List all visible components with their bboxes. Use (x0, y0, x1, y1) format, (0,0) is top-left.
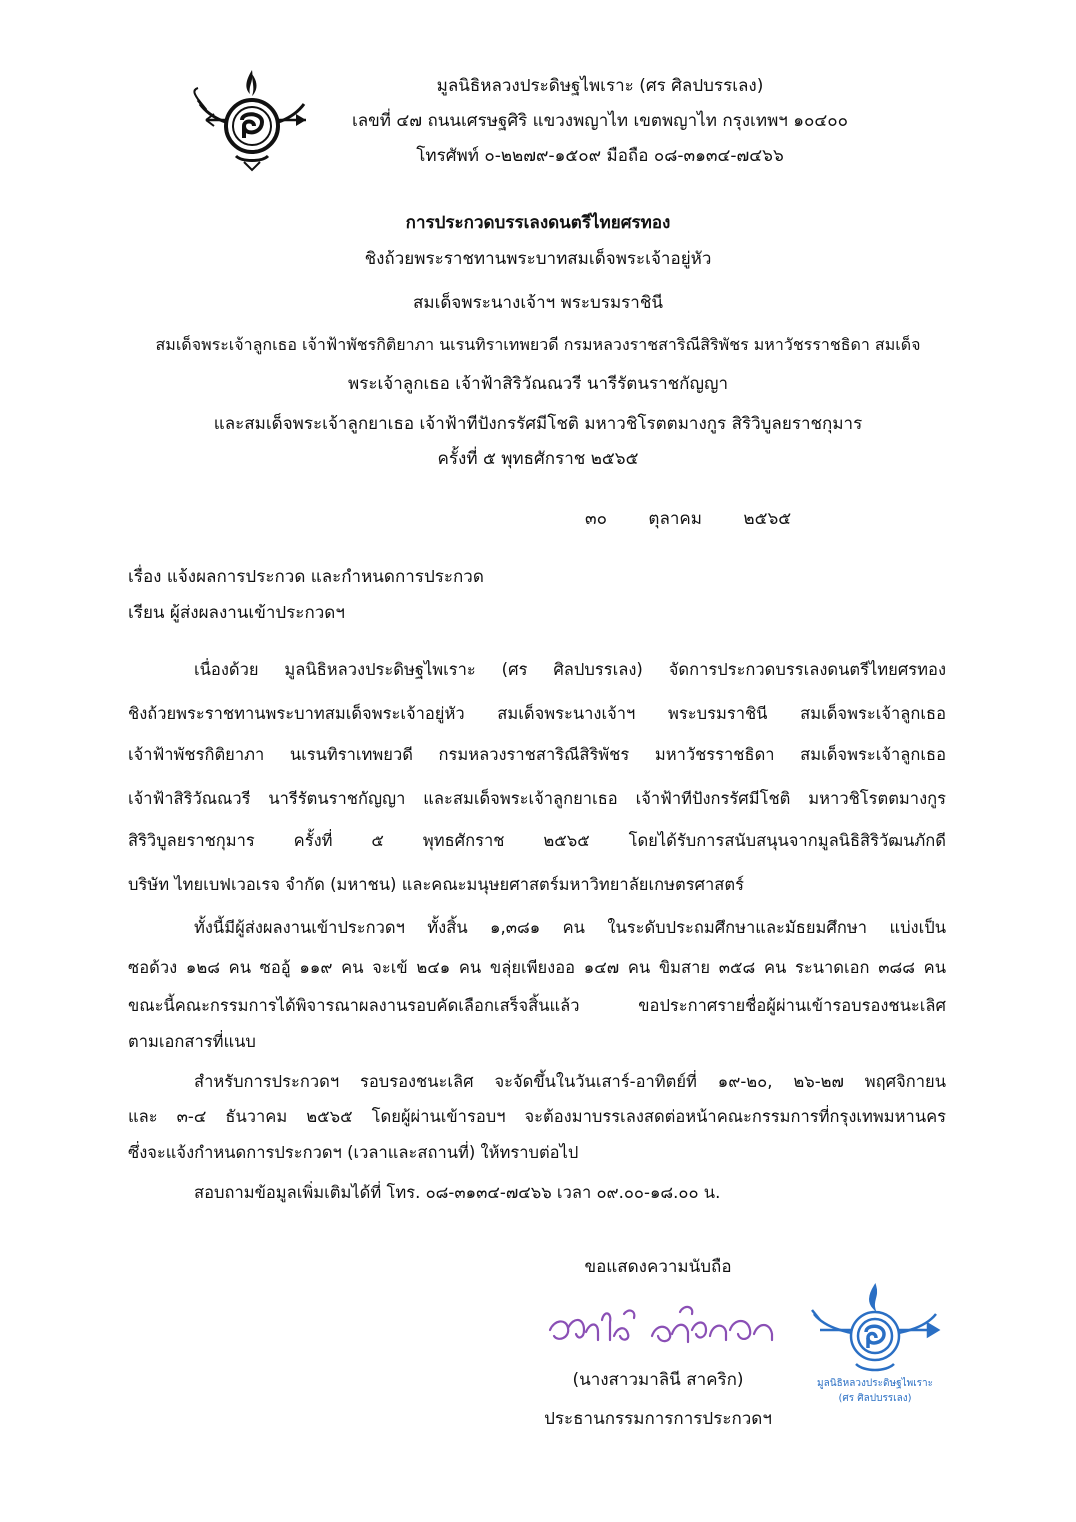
body-line: สิริวิบูลยราชกุมาร ครั้งที่ ๕ พุทธศักราช ๒๕๖๕ โดยได้รับการสนับสนุนจากมูลนิธิสิริวัฒนภักดี (128, 831, 946, 850)
title-line-2: ชิงถ้วยพระราชทานพระบาทสมเด็จพระเจ้าอยู่หัว (364, 249, 712, 269)
title-line-7: ครั้งที่ ๕ พุทธศักราช ๒๕๖๕ (437, 449, 639, 469)
org-name: มูลนิธิหลวงประดิษฐไพเราะ (ศร ศิลปบรรเลง) (436, 76, 764, 96)
date-year: ๒๕๖๕ (743, 509, 792, 529)
body-line: ซอด้วง ๑๒๘ คน ซออู้ ๑๑๙ คน จะเข้ ๒๔๑ คน ขลุ่ยเพียงออ ๑๔๗ คน ขิมสาย ๓๕๘ คน ระนาดเอก ๓๘๘ คน (128, 958, 946, 977)
body-line: ขณะนี้คณะกรรมการได้พิจารณาผลงานรอบคัดเลือกเสร็จสิ้นแล้ว ขอประกาศรายชื่อผู้ผ่านเข้ารอบรองชนะเลิศ (128, 996, 946, 1015)
body-line: ชิงถ้วยพระราชทานพระบาทสมเด็จพระเจ้าอยู่หัว สมเด็จพระนางเจ้าฯ พระบรมราชินี สมเด็จพระเจ้าลูกเธอ (128, 704, 946, 723)
signatory-name: (นางสาวมาลินี สาคริก) (572, 1370, 744, 1390)
body-line: เจ้าฟ้าสิริวัณณวรี นารีรัตนราชกัญญา และสมเด็จพระเจ้าลูกยาเธอ เจ้าฟ้าทีปังกรรัศมีโชติ มหาวชิโรตตมางกูร (128, 789, 946, 808)
body-line: สอบถามข้อมูลเพิ่มเติมได้ที่ โทร. ๐๘-๓๑๓๔-๗๔๖๖ เวลา ๐๙.๐๐-๑๘.๐๐ น. (194, 1183, 721, 1202)
date-day: ๓๐ (585, 509, 607, 529)
subject-line: เรื่อง แจ้งผลการประกวด และกำหนดการประกวด (128, 567, 484, 587)
date-month: ตุลาคม (648, 509, 702, 529)
title-line-3: สมเด็จพระนางเจ้าฯ พระบรมราชินี (412, 293, 664, 313)
body-line: ทั้งนี้มีผู้ส่งผลงานเข้าประกวดฯ ทั้งสิ้น ๑,๓๘๑ คน ในระดับประถมศึกษาและมัธยมศึกษา แบ่งเป็น (194, 918, 946, 937)
body-line: และ ๓-๔ ธันวาคม ๒๕๖๕ โดยผู้ผ่านเข้ารอบฯ จะต้องมาบรรเลงสดต่อหน้าคณะกรรมการที่กรุงเทพมหานคร (128, 1107, 946, 1126)
org-address: เลขที่ ๔๗ ถนนเศรษฐศิริ แขวงพญาไท เขตพญาไท กรุงเทพฯ ๑๐๔๐๐ (351, 111, 849, 131)
signatory-position: ประธานกรรมการการประกวดฯ (544, 1409, 772, 1429)
org-phone: โทรศัพท์ ๐-๒๒๗๙-๑๕๐๙ มือถือ ๐๘-๓๑๓๔-๗๔๖๖ (416, 146, 784, 166)
body-line: บริษัท ไทยเบฟเวอเรจ จำกัด (มหาชน) และคณะมนุษยศาสตร์มหาวิทยาลัยเกษตรศาสตร์ (128, 875, 744, 894)
title-line-6: และสมเด็จพระเจ้าลูกยาเธอ เจ้าฟ้าทีปังกรรัศมีโชติ มหาวชิโรตตมางกูร สิริวิบูลยราชกุมาร (213, 414, 863, 434)
body-line: ตามเอกสารที่แนบ (128, 1032, 256, 1051)
seal-text-line-1: มูลนิธิหลวงประดิษฐไพเราะ (817, 1378, 933, 1389)
seal-text-line-2: (ศร ศิลปบรรเลง) (838, 1393, 912, 1404)
body-line: เนื่องด้วย มูลนิธิหลวงประดิษฐไพเราะ (ศร ศิลปบรรเลง) จัดการประกวดบรรเลงดนตรีไทยศรทอง (194, 660, 946, 679)
body-line: ซึ่งจะแจ้งกำหนดการประกวดฯ (เวลาและสถานที่) ให้ทราบต่อไป (128, 1143, 579, 1162)
title-line-4: สมเด็จพระเจ้าลูกเธอ เจ้าฟ้าพัชรกิติยาภา นเรนทิราเทพยวดี กรมหลวงราชสาริณีสิริพัชร มหาวัชรราชธิดา สมเด็จ (155, 335, 921, 354)
body-line: สำหรับการประกวดฯ รอบรองชนะเลิศ จะจัดขึ้นในวันเสาร์-อาทิตย์ที่ ๑๙-๒๐, ๒๖-๒๗ พฤศจิกายน (194, 1072, 946, 1091)
foundation-logo (192, 64, 312, 174)
recipient-line: เรียน ผู้ส่งผลงานเข้าประกวดฯ (128, 603, 345, 623)
letter-date (585, 505, 791, 532)
body-line: เจ้าฟ้าพัชรกิติยาภา นเรนทิราเทพยวดี กรมหลวงราชสาริณีสิริพัชร มหาวัชรราชธิดา สมเด็จพระเจ้าลูกเธอ (128, 745, 946, 764)
closing-regards: ขอแสดงความนับถือ (584, 1257, 732, 1277)
competition-title: การประกวดบรรเลงดนตรีไทยศรทอง (405, 213, 671, 233)
title-line-5: พระเจ้าลูกเธอ เจ้าฟ้าสิริวัณณวรี นารีรัตนราชกัญญา (348, 374, 728, 394)
handwritten-signature (540, 1290, 790, 1360)
